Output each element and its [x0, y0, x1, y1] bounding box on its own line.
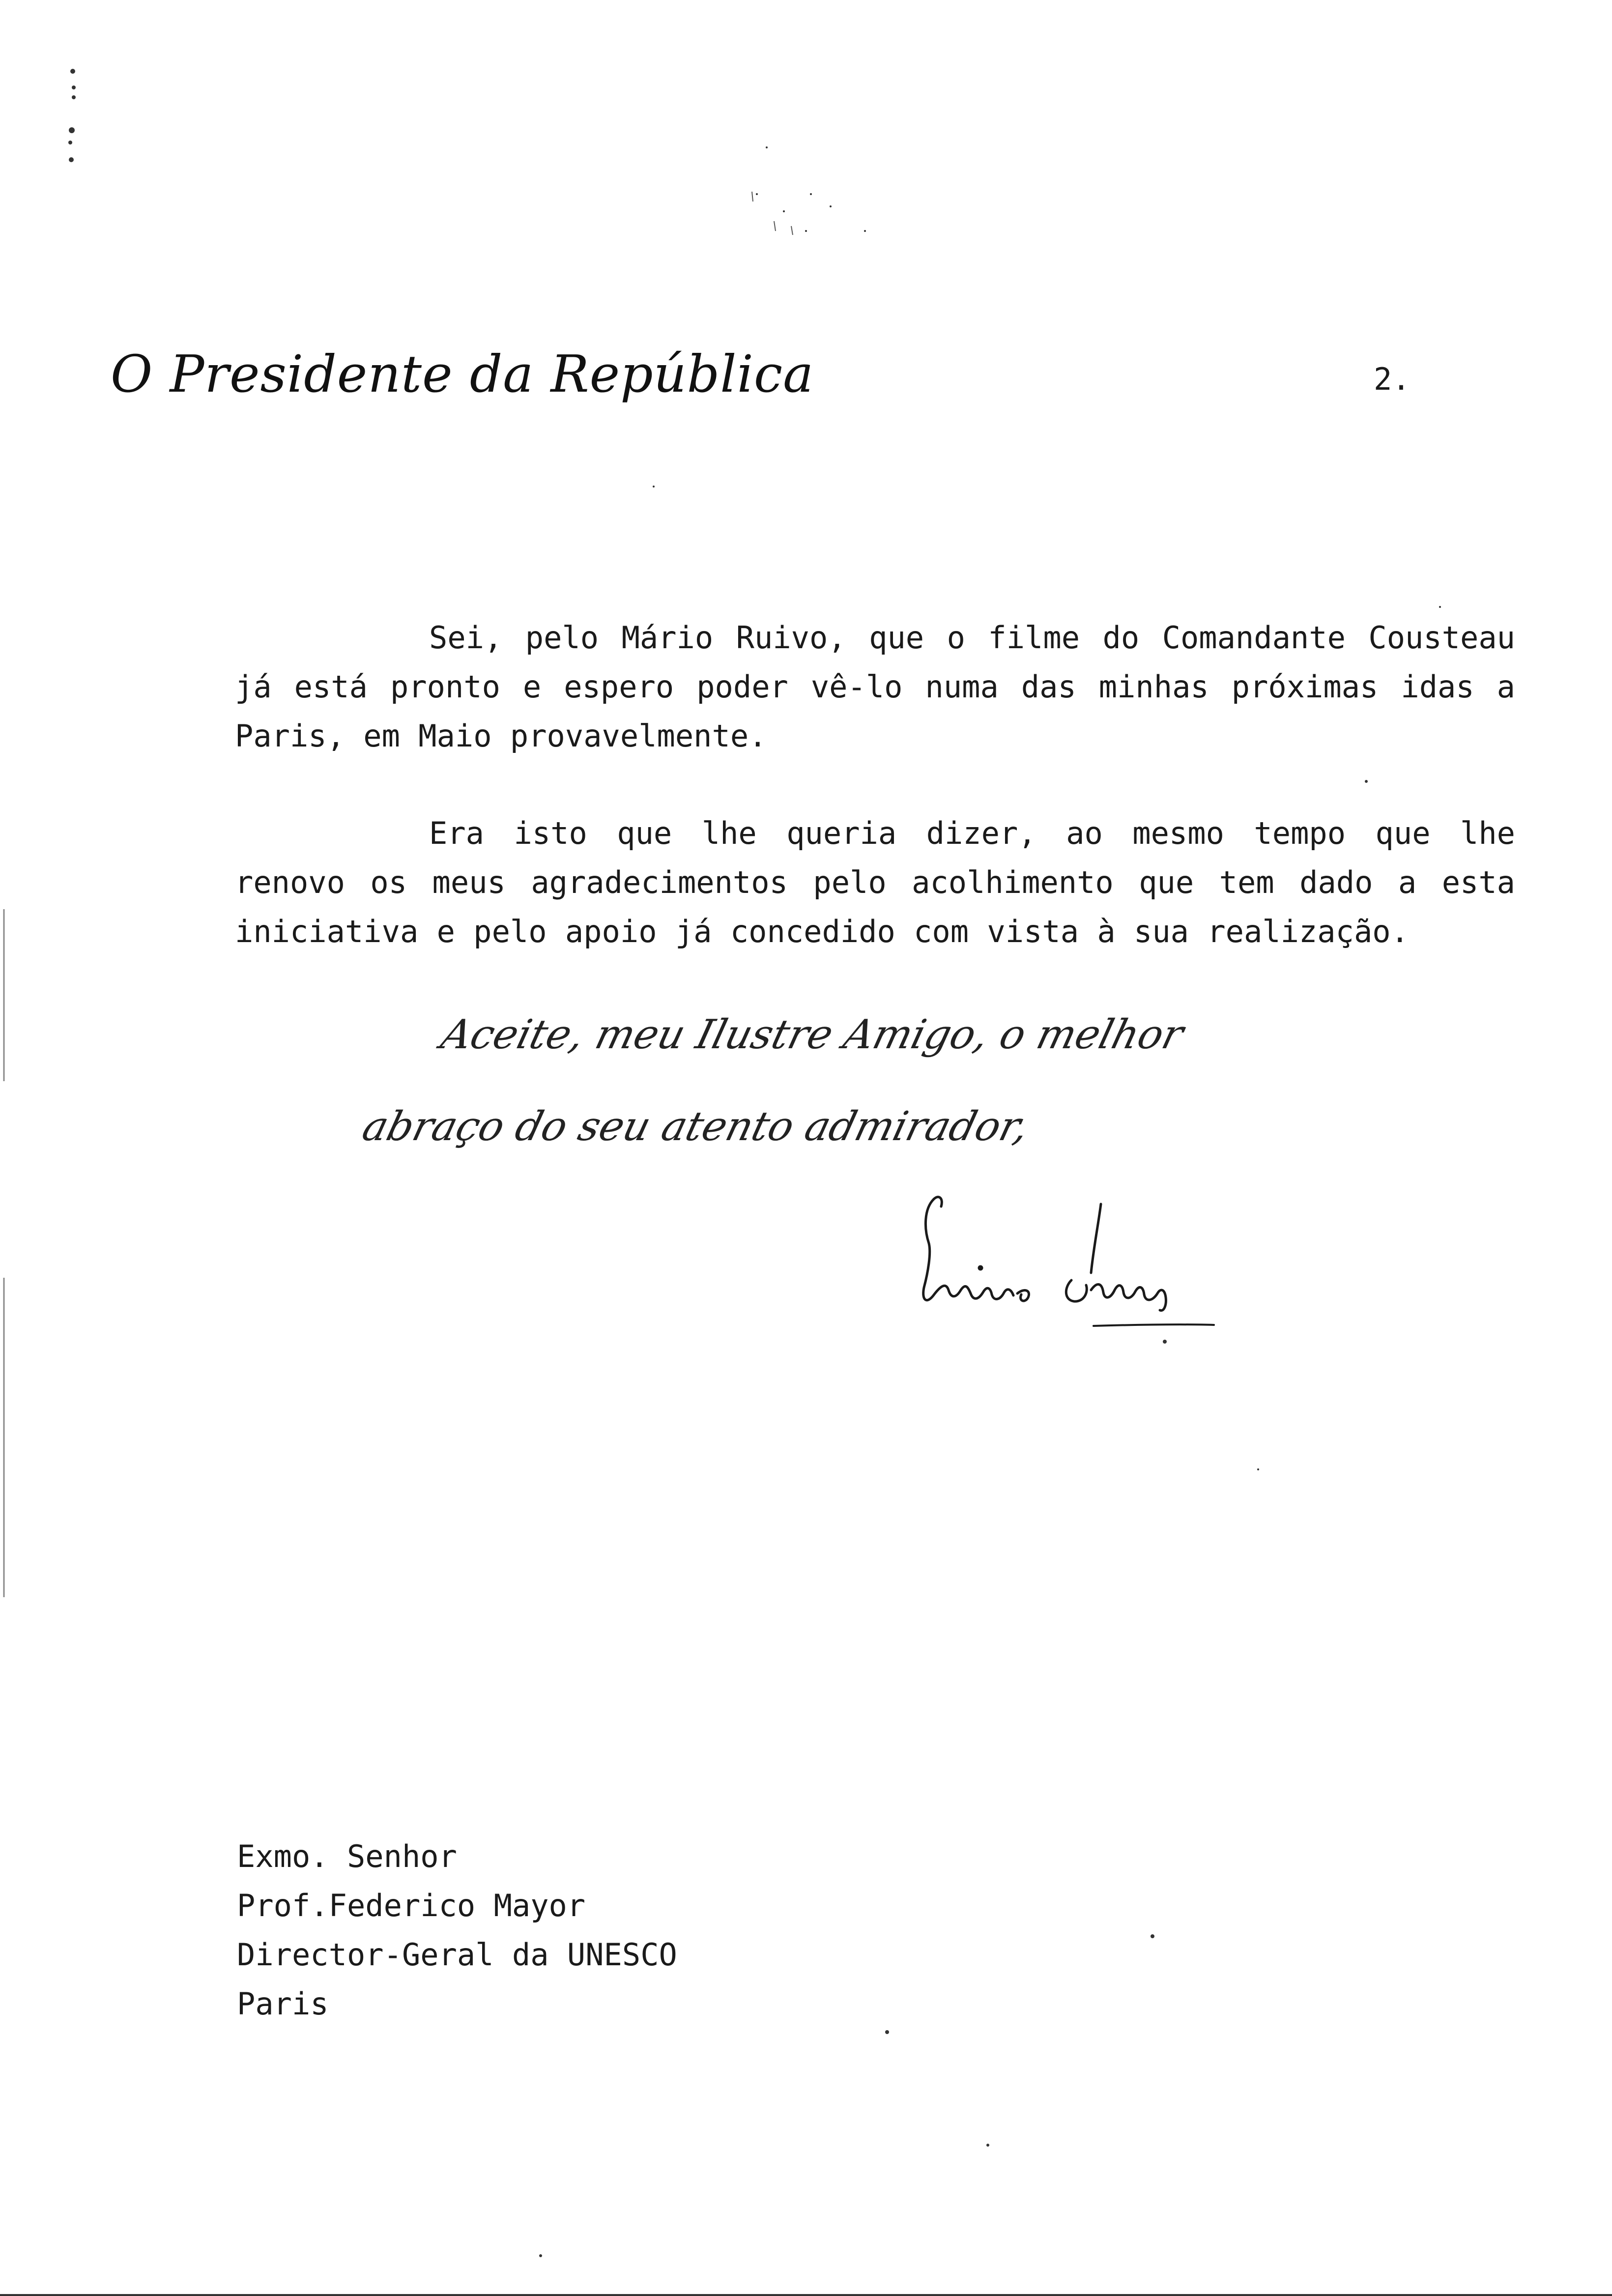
recipient-name: Prof.Federico Mayor: [237, 1888, 586, 1923]
handwritten-closing-line: abraço do seu atento admirador,: [358, 1103, 1034, 1150]
body-paragraph: [235, 613, 1515, 761]
recipient-city: Paris: [237, 1986, 329, 2022]
body-paragraph: [235, 809, 1515, 956]
body-paragraph-text: Sei, pelo Mário Ruivo, que o filme do Comandante Cousteau já está pronto e espero poder vê-lo numa das minhas próximas idas a Paris, em Maio provavelmente.: [235, 620, 1515, 754]
page-bottom-edge: [0, 2294, 1612, 2296]
handwritten-closing-line: Aceite, meu Ilustre Amigo, o melhor: [436, 1011, 1188, 1058]
page-number: 2.: [1374, 361, 1410, 397]
recipient-block: [237, 1832, 677, 2029]
recipient-title: Director-Geral da UNESCO: [237, 1937, 677, 1973]
signature: [904, 1189, 1219, 1332]
body-paragraph-text: Era isto que lhe queria dizer, ao mesmo tempo que lhe renovo os meus agradecimentos pelo acolhimento que tem dado a esta iniciativa e pelo apoio já concedido com vista à sua realização.: [235, 815, 1515, 949]
letterhead: O Presidente da República: [111, 344, 814, 404]
recipient-salutation: Exmo. Senhor: [237, 1838, 457, 1874]
